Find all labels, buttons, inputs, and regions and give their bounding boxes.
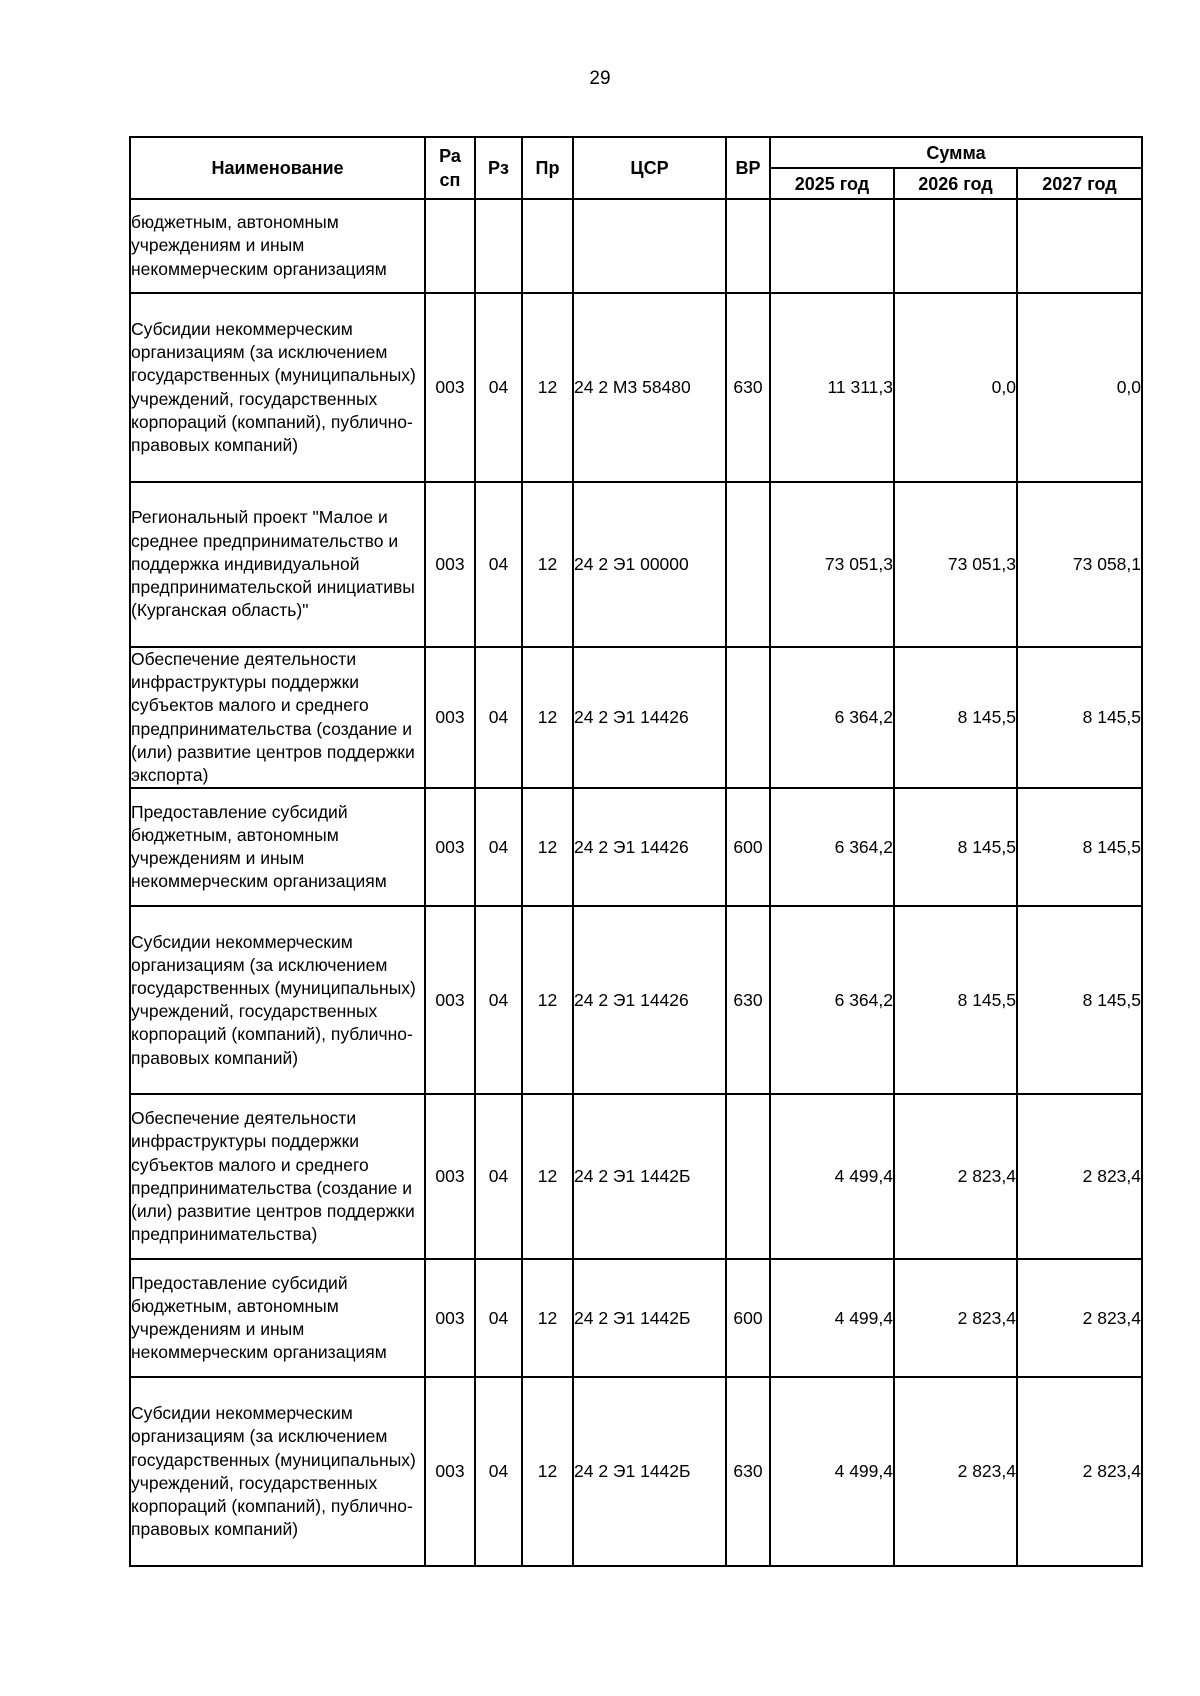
table-row <box>130 1259 1142 1377</box>
row-rz: 04 <box>475 482 522 647</box>
row-sum-2025: 73 051,3 <box>770 482 894 647</box>
table-row <box>130 293 1142 482</box>
row-sum-2027: 73 058,1 <box>1017 482 1142 647</box>
row-sum-2027: 2 823,4 <box>1017 1259 1142 1377</box>
row-pr: 12 <box>522 788 573 906</box>
header-name: Наименование <box>130 137 425 199</box>
table-body <box>130 199 1142 1566</box>
row-csr <box>573 199 726 293</box>
row-sum-2026: 8 145,5 <box>894 647 1017 788</box>
header-year-2026: 2026 год <box>894 168 1017 199</box>
row-rz: 04 <box>475 647 522 788</box>
row-sum-2026 <box>894 199 1017 293</box>
row-name: Предоставление субсидий бюджетным, автономным учреждениям и иным некоммерческим организациям <box>130 1259 425 1377</box>
table-row <box>130 482 1142 647</box>
row-pr: 12 <box>522 293 573 482</box>
row-vr: 630 <box>726 1377 770 1566</box>
row-vr <box>726 482 770 647</box>
budget-table <box>129 136 1143 1567</box>
row-vr: 630 <box>726 906 770 1094</box>
row-sum-2025 <box>770 199 894 293</box>
row-name: бюджетным, автономным учреждениям и иным некоммерческим организациям <box>130 199 425 293</box>
row-rasp: 003 <box>425 1377 475 1566</box>
row-pr: 12 <box>522 1094 573 1259</box>
header-sum: Сумма <box>770 137 1142 168</box>
row-sum-2025: 6 364,2 <box>770 788 894 906</box>
row-csr: 24 2 Э1 14426 <box>573 788 726 906</box>
table-row <box>130 1377 1142 1566</box>
header-year-2025: 2025 год <box>770 168 894 199</box>
row-name: Обеспечение деятельности инфраструктуры поддержки субъектов малого и среднего предпринимательства (создание и (или) развитие центров поддержки экспорта) <box>130 647 425 788</box>
row-sum-2026: 0,0 <box>894 293 1017 482</box>
row-csr: 24 2 Э1 1442Б <box>573 1377 726 1566</box>
header-pr: Пр <box>522 137 573 199</box>
row-rasp: 003 <box>425 1259 475 1377</box>
row-vr <box>726 199 770 293</box>
row-pr: 12 <box>522 1259 573 1377</box>
row-sum-2025: 6 364,2 <box>770 647 894 788</box>
row-name: Субсидии некоммерческим организациям (за исключением государственных (муниципальных) учреждений, государственных корпораций (компаний), публично-правовых компаний) <box>130 293 425 482</box>
row-name: Предоставление субсидий бюджетным, автономным учреждениям и иным некоммерческим организациям <box>130 788 425 906</box>
row-csr: 24 2 Э1 00000 <box>573 482 726 647</box>
row-sum-2026: 2 823,4 <box>894 1377 1017 1566</box>
row-sum-2027: 2 823,4 <box>1017 1377 1142 1566</box>
header-rasp <box>425 137 475 199</box>
row-rz: 04 <box>475 1377 522 1566</box>
row-sum-2027: 8 145,5 <box>1017 647 1142 788</box>
row-rasp <box>425 199 475 293</box>
row-pr: 12 <box>522 482 573 647</box>
row-rz: 04 <box>475 293 522 482</box>
table-header <box>130 137 1142 199</box>
row-sum-2026: 8 145,5 <box>894 906 1017 1094</box>
row-sum-2026: 2 823,4 <box>894 1094 1017 1259</box>
table-row <box>130 1094 1142 1259</box>
header-year-2027: 2027 год <box>1017 168 1142 199</box>
row-vr: 600 <box>726 1259 770 1377</box>
row-rasp: 003 <box>425 482 475 647</box>
header-vr: ВР <box>726 137 770 199</box>
row-csr: 24 2 Э1 14426 <box>573 906 726 1094</box>
row-vr: 600 <box>726 788 770 906</box>
row-rasp: 003 <box>425 788 475 906</box>
header-rasp-text: Ра сп <box>439 146 461 190</box>
table-row <box>130 788 1142 906</box>
row-sum-2026: 2 823,4 <box>894 1259 1017 1377</box>
row-name: Обеспечение деятельности инфраструктуры поддержки субъектов малого и среднего предпринимательства (создание и (или) развитие центров поддержки предпринимательства) <box>130 1094 425 1259</box>
row-pr: 12 <box>522 1377 573 1566</box>
row-sum-2027: 8 145,5 <box>1017 788 1142 906</box>
row-sum-2027 <box>1017 199 1142 293</box>
row-csr: 24 2 Э1 1442Б <box>573 1094 726 1259</box>
row-sum-2026: 8 145,5 <box>894 788 1017 906</box>
row-name: Субсидии некоммерческим организациям (за исключением государственных (муниципальных) учреждений, государственных корпораций (компаний), публично-правовых компаний) <box>130 906 425 1094</box>
row-name: Субсидии некоммерческим организациям (за исключением государственных (муниципальных) учреждений, государственных корпораций (компаний), публично-правовых компаний) <box>130 1377 425 1566</box>
row-rz: 04 <box>475 1259 522 1377</box>
row-rasp: 003 <box>425 293 475 482</box>
row-rz: 04 <box>475 1094 522 1259</box>
row-sum-2027: 2 823,4 <box>1017 1094 1142 1259</box>
header-csr: ЦСР <box>573 137 726 199</box>
row-sum-2025: 4 499,4 <box>770 1094 894 1259</box>
row-pr: 12 <box>522 647 573 788</box>
row-sum-2025: 6 364,2 <box>770 906 894 1094</box>
table-row <box>130 647 1142 788</box>
row-pr <box>522 199 573 293</box>
row-sum-2025: 11 311,3 <box>770 293 894 482</box>
row-csr: 24 2 М3 58480 <box>573 293 726 482</box>
row-vr <box>726 647 770 788</box>
row-sum-2026: 73 051,3 <box>894 482 1017 647</box>
row-sum-2027: 8 145,5 <box>1017 906 1142 1094</box>
row-sum-2025: 4 499,4 <box>770 1377 894 1566</box>
row-rasp: 003 <box>425 1094 475 1259</box>
page-number: 29 <box>589 68 611 89</box>
row-csr: 24 2 Э1 14426 <box>573 647 726 788</box>
row-sum-2025: 4 499,4 <box>770 1259 894 1377</box>
row-rasp: 003 <box>425 647 475 788</box>
row-name: Региональный проект "Малое и среднее предпринимательство и поддержка индивидуальной предпринимательской инициативы (Курганская область)" <box>130 482 425 647</box>
row-rz: 04 <box>475 788 522 906</box>
table-row <box>130 906 1142 1094</box>
row-sum-2027: 0,0 <box>1017 293 1142 482</box>
row-vr <box>726 1094 770 1259</box>
row-pr: 12 <box>522 906 573 1094</box>
row-rasp: 003 <box>425 906 475 1094</box>
table-row <box>130 199 1142 293</box>
row-rz <box>475 199 522 293</box>
row-rz: 04 <box>475 906 522 1094</box>
row-vr: 630 <box>726 293 770 482</box>
row-csr: 24 2 Э1 1442Б <box>573 1259 726 1377</box>
header-rz: Рз <box>475 137 522 199</box>
